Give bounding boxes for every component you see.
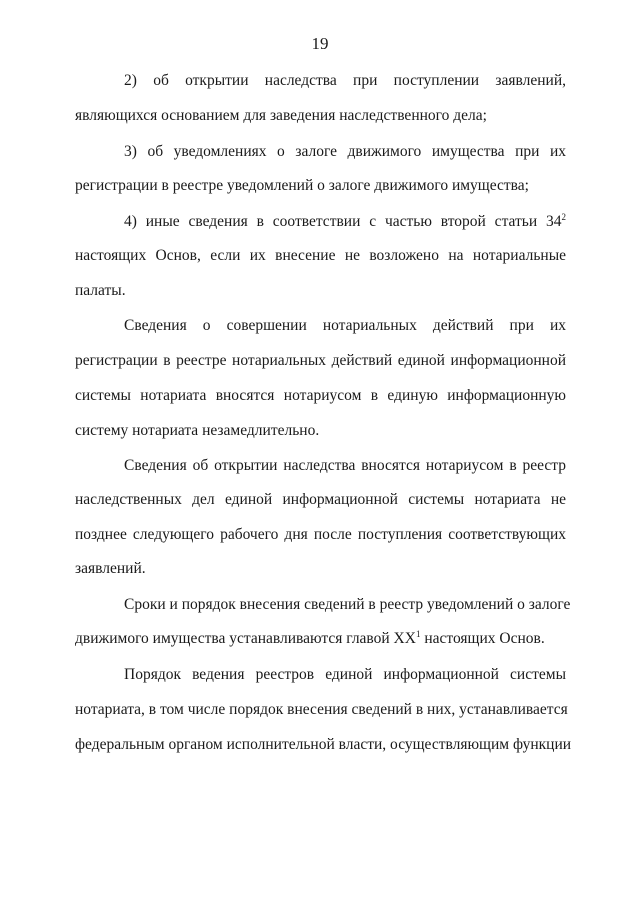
text-run: 4) иные сведения в соответствии с частью второй статьи 34 xyxy=(124,213,562,230)
text-line: позднее следующего рабочего дня после поступления соответствующих xyxy=(75,526,566,543)
text-line: 2) об открытии наследства при поступлении заявлений, xyxy=(124,72,566,89)
text-line: настоящих Основ, если их внесение не возложено на нотариальные xyxy=(75,247,566,264)
superscript: 1 xyxy=(415,629,421,639)
text-line: федеральным органом исполнительной власти, осуществляющим функции xyxy=(75,736,572,753)
text-line: регистрации в реестре нотариальных действий единой информационной xyxy=(75,352,566,369)
text-line: Сведения об открытии наследства вносятся нотариусом в реестр xyxy=(124,457,566,474)
text-line: Сведения о совершении нотариальных действий при их xyxy=(124,317,566,334)
text-line-with-superscript xyxy=(75,628,566,650)
text-line: систему нотариата незамедлительно. xyxy=(75,422,320,439)
text-line: нотариата, в том числе порядок внесения сведений в них, устанавливается xyxy=(75,701,568,718)
page-number: 19 xyxy=(311,34,329,53)
text-run: настоящих Основ. xyxy=(420,630,545,647)
superscript: 2 xyxy=(561,212,566,222)
text-line: регистрации в реестре уведомлений о залоге движимого имущества; xyxy=(75,177,529,194)
text-line: Сроки и порядок внесения сведений в реестр уведомлений о залоге xyxy=(124,596,571,613)
text-line: Порядок ведения реестров единой информационной системы xyxy=(124,666,566,683)
text-run: движимого имущества устанавливаются главой XX xyxy=(75,630,416,647)
text-line-with-superscript xyxy=(124,211,566,233)
text-line: наследственных дел единой информационной системы нотариата не xyxy=(75,491,566,508)
text-line: 3) об уведомлениях о залоге движимого имущества при их xyxy=(124,143,566,160)
text-line: палаты. xyxy=(75,282,126,299)
text-line: системы нотариата вносятся нотариусом в единую информационную xyxy=(75,387,566,404)
text-line: заявлений. xyxy=(75,560,146,577)
text-line: являющихся основанием для заведения наследственного дела; xyxy=(75,107,487,124)
